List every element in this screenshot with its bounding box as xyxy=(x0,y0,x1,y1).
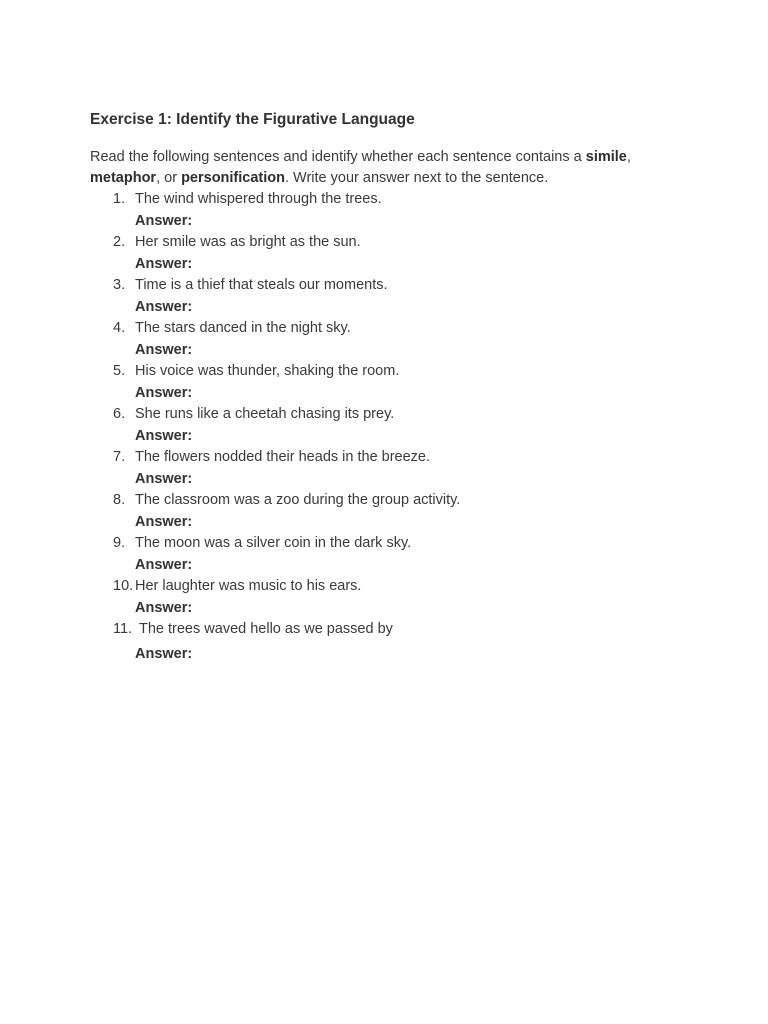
item-sentence: The trees waved hello as we passed by xyxy=(139,621,393,637)
list-item xyxy=(90,318,690,361)
term-simile: simile xyxy=(585,149,627,165)
item-sentence: Her smile was as bright as the sun. xyxy=(135,234,361,250)
answer-label: Answer: xyxy=(135,384,193,401)
item-sentence: The flowers nodded their heads in the breeze. xyxy=(135,449,431,465)
item-sentence: The stars danced in the night sky. xyxy=(135,320,351,336)
list-item xyxy=(90,275,690,318)
item-sentence: His voice was thunder, shaking the room. xyxy=(135,363,400,379)
answer-label: Answer: xyxy=(135,645,193,662)
item-number: 11. xyxy=(113,621,133,637)
item-number: 4. xyxy=(113,320,126,336)
item-number: 6. xyxy=(113,406,126,422)
answer-label: Answer: xyxy=(135,298,193,315)
list-item xyxy=(90,404,690,447)
answer-label: Answer: xyxy=(135,212,193,229)
list-item xyxy=(90,533,690,576)
list-item xyxy=(90,189,690,232)
item-number: 7. xyxy=(113,449,126,465)
instructions-text-1: Read the following sentences and identify whether each sentence contains a xyxy=(90,149,586,165)
instructions-text-3: , or xyxy=(156,170,182,186)
answer-label: Answer: xyxy=(135,341,193,358)
item-sentence: Her laughter was music to his ears. xyxy=(135,578,362,594)
exercise-title: Exercise 1: Identify the Figurative Language xyxy=(90,111,415,128)
item-number: 3. xyxy=(113,277,126,293)
item-number: 5. xyxy=(113,363,126,379)
item-sentence: The wind whispered through the trees. xyxy=(135,191,382,207)
answer-label: Answer: xyxy=(135,556,193,573)
answer-label: Answer: xyxy=(135,427,193,444)
list-item xyxy=(90,490,690,533)
answer-label: Answer: xyxy=(135,470,193,487)
list-item xyxy=(90,619,690,665)
document-page xyxy=(90,108,690,665)
list-item xyxy=(90,447,690,490)
term-personification: personification xyxy=(181,170,285,186)
answer-label: Answer: xyxy=(135,513,193,530)
sentence-list xyxy=(90,189,690,665)
item-sentence: The classroom was a zoo during the group activity. xyxy=(135,492,461,508)
item-number: 1. xyxy=(113,191,126,207)
term-metaphor: metaphor xyxy=(90,170,157,186)
item-number: 8. xyxy=(113,492,126,508)
item-number: 2. xyxy=(113,234,126,250)
list-item xyxy=(90,361,690,404)
item-sentence: Time is a thief that steals our moments. xyxy=(135,277,388,293)
answer-label: Answer: xyxy=(135,255,193,272)
list-item xyxy=(90,232,690,275)
instructions-text-4: . Write your answer next to the sentence. xyxy=(285,170,549,186)
instructions-text-2: , xyxy=(626,149,631,165)
item-number: 9. xyxy=(113,535,126,551)
item-sentence: She runs like a cheetah chasing its prey. xyxy=(135,406,395,422)
instructions xyxy=(90,147,690,189)
item-sentence: The moon was a silver coin in the dark sky. xyxy=(135,535,412,551)
list-item xyxy=(90,576,690,619)
answer-label: Answer: xyxy=(135,599,193,616)
item-number: 10. xyxy=(113,578,134,594)
